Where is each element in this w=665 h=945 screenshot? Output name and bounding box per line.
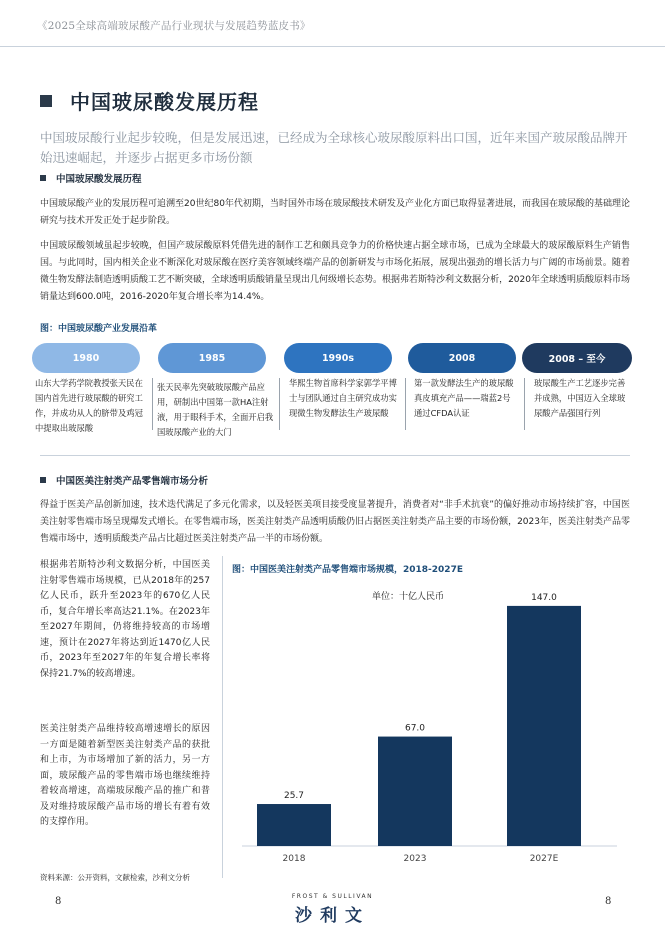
timeline-year-1980: 1980 bbox=[32, 343, 140, 373]
timeline-separator bbox=[405, 378, 406, 430]
x-tick-label: 2018 bbox=[282, 854, 306, 864]
timeline-year-2008: 2008 bbox=[408, 343, 516, 373]
timeline-text-1990s: 华熙生物首席科学家郭学平博士与团队通过自主研究成功实现微生物发酵法生产玻尿酸 bbox=[289, 378, 397, 418]
paragraph-history: 中国玻尿酸产业的发展历程可追溯至20世纪80年代初期，当时国外市场在玻尿酸技术研发及产业化方面已取得显著进展，而我国在玻尿酸的基础理论研究与技术开发正处于起步阶段。 bbox=[40, 199, 630, 226]
subheading-marker-icon bbox=[40, 477, 46, 483]
timeline-separator bbox=[279, 378, 280, 430]
chart-title: 图：中国医美注射类产品零售端市场规模，2018-2027E bbox=[232, 565, 463, 575]
footer-logo-caption: FROST & SULLIVAN bbox=[291, 893, 374, 900]
bar-2023 bbox=[378, 737, 452, 846]
bar-2027E bbox=[507, 606, 581, 846]
timeline-separator bbox=[524, 378, 525, 430]
header-divider bbox=[0, 46, 665, 47]
x-tick-label: 2023 bbox=[403, 854, 427, 864]
x-tick-label: 2027E bbox=[529, 854, 559, 864]
paragraph-retail-market: 得益于医美产品创新加速，技术迭代满足了多元化需求，以及轻医美项目接受度显著提升，消费者对“非手术抗衰”的偏好推动市场持续扩容，中国医美注射零售端市场呈现爆发式增长。在零售端市场，医美注射类产品透明质酸仍旧占据医美注射类产品主要的市场份额，2023年，医美注射类产品零售端市场中，透明质酸类产品占比超过医美注射类产品一半的市场份额。 bbox=[40, 500, 630, 544]
subheading-development-text: 中国玻尿酸发展历程 bbox=[56, 174, 142, 185]
page-number-left: 8 bbox=[55, 896, 62, 907]
timeline-text-2008-present: 玻尿酸生产工艺逐步完善并成熟，中国迈入全球玻尿酸产品强国行列 bbox=[534, 378, 626, 418]
timeline-separator bbox=[152, 378, 153, 430]
timeline-text-1985: 张天民率先突破玻尿酸产品应用，研制出中国第一款HA注射液，用于眼科手术，全面开启我国玻尿酸产业的大门 bbox=[157, 382, 274, 437]
page-number-right: 8 bbox=[605, 896, 612, 907]
bar-2018 bbox=[257, 804, 331, 846]
intro-summary: 中国玻尿酸行业起步较晚，但是发展迅速，已经成为全球核心玻尿酸原料出口国，近年来国产玻尿酸品牌开始迅速崛起，并逐步占据更多市场份额 bbox=[40, 130, 628, 165]
timeline-text-2008: 第一款发酵法生产的玻尿酸真皮填充产品——瑞蓝2号通过CFDA认证 bbox=[414, 378, 514, 418]
timeline-year-1985: 1985 bbox=[158, 343, 266, 373]
paragraph-market: 中国玻尿酸领域虽起步较晚，但国产玻尿酸原料凭借先进的制作工艺和颇具竞争力的价格快速占据全球市场，已成为全球最大的玻尿酸原料生产销售国。与此同时，国内相关企业不断深化对玻尿酸在医疗美容领域终端产品的创新研发与市场化拓展，展现出强劲的增长活力与广阔的市场前景。随着微生物发酵法制造透明质酸工艺不断突破，全球透明质酸销量呈现出几何级增长态势。根据弗若斯特沙利文数据分析，2020年全球透明质酸原料市场销量达到600.0吨，2016-2020年复合增长率为14.4%。 bbox=[40, 241, 630, 302]
side-text-market-size: 根据弗若斯特沙利文数据分析，中国医美注射零售端市场规模，已从2018年的257亿人民币，跃升至2023年的670亿人民币，复合年增长率高达21.1%。在2023年至2027年期间，仍将维持较高的市场增速，预计在2027年将达到近1470亿人民币，2023年至2027年的年复合增长率将保持21.7%的较高增速。 bbox=[40, 560, 210, 679]
section-marker-icon bbox=[40, 95, 52, 107]
subheading-marker-icon bbox=[40, 175, 46, 181]
source-note: 资料来源：公开资料，文献检索，沙利文分析 bbox=[40, 873, 190, 882]
bar-value-label: 67.0 bbox=[404, 723, 426, 734]
timeline-year-2008-present: 2008 – 至今 bbox=[522, 343, 632, 373]
report-title: 《2025全球高端玻尿酸产品行业现状与发展趋势蓝皮书》 bbox=[37, 20, 311, 32]
timeline-divider bbox=[40, 455, 630, 456]
bar-value-label: 147.0 bbox=[531, 592, 557, 603]
side-text-growth-reasons: 医美注射类产品维持较高增速增长的原因一方面是随着新型医美注射类产品的获批和上市，为市场增加了新的活力，另一方面，玻尿酸产品的零售端市场也继续维持着较高增速，高端玻尿酸产品的推广和普及对维持玻尿酸产品市场的增长有着有效的支撑作用。 bbox=[40, 724, 210, 827]
chart-unit-label: 单位：十亿人民币 bbox=[372, 592, 445, 602]
bar-chart bbox=[222, 555, 630, 875]
section-title bbox=[40, 86, 259, 115]
section-title-text: 中国玻尿酸发展历程 bbox=[70, 90, 259, 114]
timeline-text-1980: 山东大学药学院教授张天民在国内首先进行玻尿酸的研究工作，并成功从人的脐带及鸡冠中提取出玻尿酸 bbox=[35, 378, 143, 433]
subheading-development bbox=[40, 171, 142, 185]
subheading-retail-market-text: 中国医美注射类产品零售端市场分析 bbox=[56, 476, 209, 487]
footer-logo: 沙利文 bbox=[295, 906, 370, 926]
subheading-retail-market bbox=[40, 473, 208, 487]
timeline-caption: 图：中国玻尿酸产业发展沿革 bbox=[40, 324, 158, 334]
timeline-year-1990s: 1990s bbox=[284, 343, 392, 373]
bar-value-label: 25.7 bbox=[283, 791, 305, 802]
